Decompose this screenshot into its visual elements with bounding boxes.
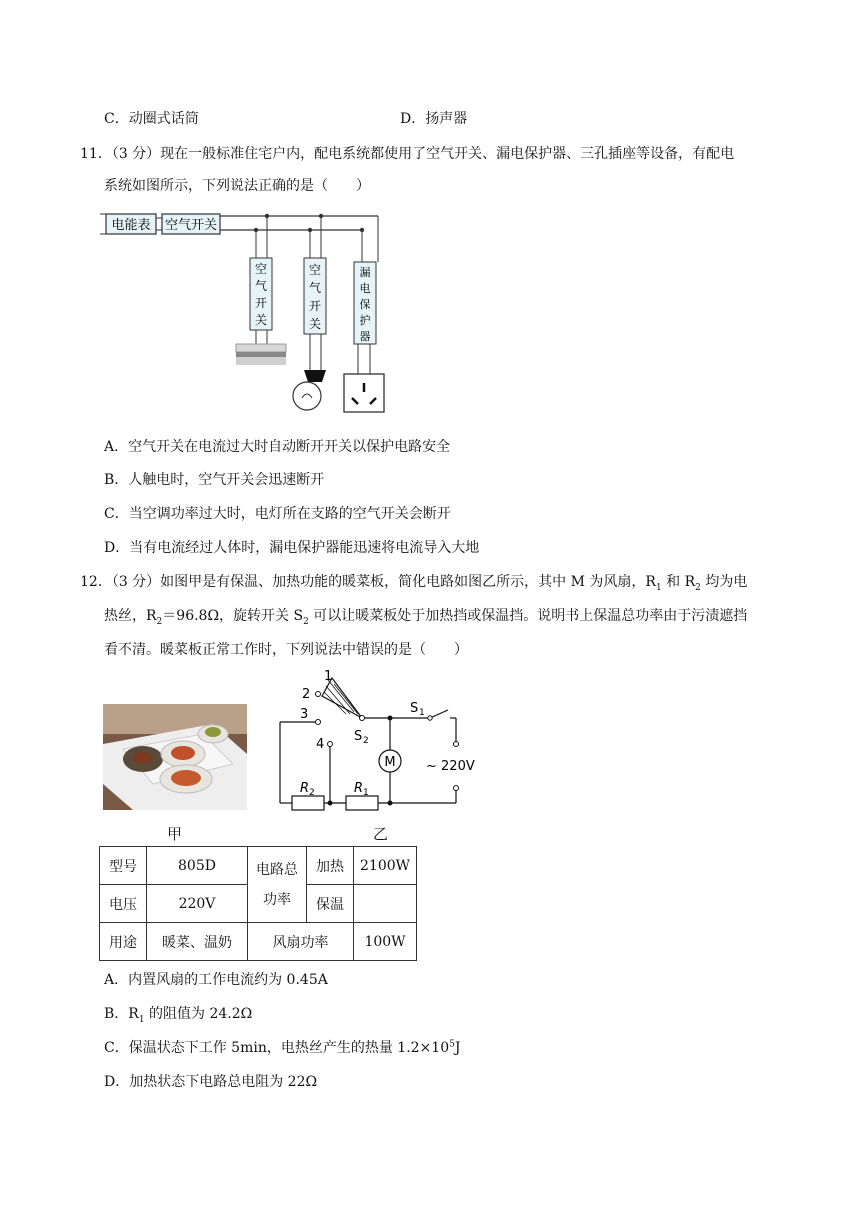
svg-text:空: 空 [254,262,268,276]
resistor-r2 [292,796,324,810]
svg-text:开: 开 [308,299,322,313]
q11-option-c: C．当空调功率过大时，电灯所在支路的空气开关会断开 [104,506,451,522]
resistor-r1 [346,796,378,810]
svg-text:1: 1 [363,788,369,798]
main-switch-label: 空气开关 [164,218,218,233]
svg-text:气: 气 [254,279,268,293]
svg-text:关: 关 [254,313,268,327]
svg-text:气: 气 [308,281,322,295]
svg-text:1: 1 [324,669,333,684]
q11-option-d: D．当有电流经过人体时，漏电保护器能迅速将电流导入大地 [104,540,480,556]
svg-text:保: 保 [359,298,371,311]
svg-text:器: 器 [359,330,371,343]
svg-text:S: S [410,701,419,716]
svg-text:~ 220V: ~ 220V [426,759,475,774]
q12-stem-line3: 看不清。暖菜板正常工作时，下列说法中错误的是（ ） [104,642,468,658]
svg-text:2: 2 [302,687,311,702]
meter-label: 电能表 [111,218,151,233]
svg-text:2: 2 [309,788,315,798]
q11-stem-line1: 11．（3 分）现在一般标准住宅户内，配电系统都使用了空气开关、漏电保护器、三孔插座等设备，有配电 [80,146,735,162]
q12-option-a: A．内置风扇的工作电流约为 0.45A [104,972,328,988]
svg-text:2: 2 [363,736,369,746]
spec-table: 型号 805D 电路总 功率 加热 2100W 电压 220V 保温 用途 暖菜、温奶 风扇功率 100W [99,846,417,961]
air-conditioner-icon [236,344,286,365]
svg-text:4: 4 [316,737,325,752]
q11-distribution-diagram [100,206,390,426]
q12-option-d: D．加热状态下电路总电阻为 22Ω [104,1074,318,1090]
svg-text:关: 关 [308,317,322,331]
q10-option-d: D．扬声器 [400,111,468,127]
svg-text:漏: 漏 [359,266,371,279]
q12-option-c: C．保温状态下工作 5min，电热丝产生的热量 $1.2\times 10^5J$ [104,1039,461,1056]
svg-text:M: M [384,755,396,770]
svg-text:1: 1 [419,708,425,718]
q12-circuit-diagram [270,666,480,816]
q12-stem-line2: 热丝，$R_2=96.8\Omega$，旋转开关 $S_2$ 可以让暖菜板处于加热挡或保温挡。说明书上保温总功率由于污渍遮挡 [104,608,748,627]
caption-jia: 甲 [167,825,183,843]
light-bulb-icon [293,370,326,410]
caption-yi: 乙 [373,825,389,843]
q10-option-c: C．动圈式话筒 [104,111,199,127]
svg-text:R: R [354,781,364,796]
svg-text:3: 3 [300,707,309,722]
q11-option-a: A．空气开关在电流过大时自动断开开关以保护电路安全 [104,439,451,455]
q11-option-b: B．人触电时，空气开关会迅速断开 [104,472,325,488]
q12-stem-line1: 12．（3 分）如图甲是有保温、加热功能的暖菜板，简化电路如图乙所示，其中 M 为风扇，$R_1$ 和 $R_2$ 均为电 [80,574,748,593]
q12-option-b: B．$R_1$ 的阻值为 24.2Ω [104,1006,253,1025]
three-pin-socket-icon [344,374,384,412]
svg-text:空: 空 [308,263,322,277]
svg-text:R: R [300,781,310,796]
svg-text:护: 护 [359,314,371,327]
food-warmer-photo [103,704,247,810]
q11-stem-line2: 系统如图所示，下列说法正确的是（ ） [104,178,370,194]
svg-text:S: S [354,729,363,744]
svg-text:开: 开 [254,296,268,310]
svg-text:电: 电 [359,282,371,295]
